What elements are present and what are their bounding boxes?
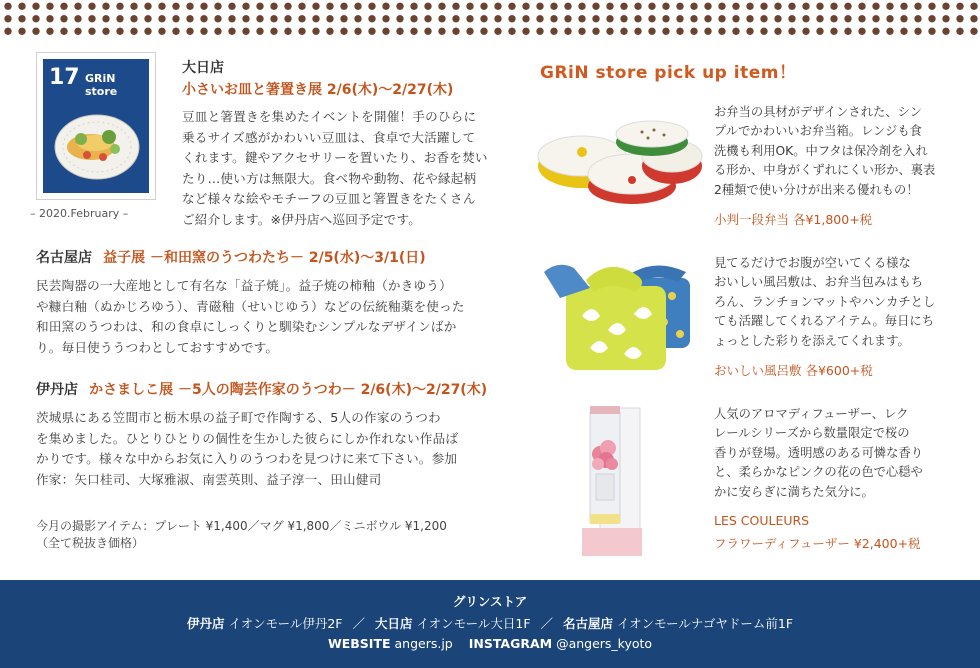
event-store-nagoya: 名古屋店 <box>36 250 92 266</box>
event-description-daiichi <box>182 107 518 231</box>
footer-store-location: イオンモール伊丹2F <box>228 616 343 631</box>
text-line: ろん、ランチョンマットやハンカチとし <box>714 294 936 309</box>
pickup-item-diffuser-description <box>714 405 970 502</box>
event-header-nagoya <box>36 247 426 267</box>
stamp-date: – 2020.February – <box>30 207 129 220</box>
event-description-itami <box>36 408 520 490</box>
event-title-daiichi: 小さいお皿と箸置き展 2/6(木)～2/27(木) <box>182 82 454 98</box>
text-line: 和田窯のうつわは、和の食卓にしっくりと馴染むシンプルなデザインばか <box>36 319 457 335</box>
website-label: WEBSITE <box>327 636 391 651</box>
instagram-label: INSTAGRAM <box>468 636 553 651</box>
photo-item-note <box>36 518 526 552</box>
pickup-item-diffuser-price: フラワーディフューザー ¥2,400+税 <box>714 536 921 551</box>
text-line: など様々な絵やモチーフの豆皿と箸置きをたくさん <box>182 191 476 207</box>
text-line: 人気のアロマディフューザー、レク <box>714 407 909 421</box>
footer-store-name: 大日店 <box>374 616 413 631</box>
plate-illustration <box>51 103 143 185</box>
stamp-brand: GRiN store <box>85 72 118 98</box>
pickup-item-furoshiki-price: おいしい風呂敷 各¥600+税 <box>714 363 873 378</box>
text-line: 2種類で使い分けが出来る優れもの！ <box>714 182 919 197</box>
footer-store-location: イオンモールナゴヤドーム前1F <box>617 616 794 631</box>
text-line: 洗機も利用OK。中フタは保冷剤を入れ <box>714 143 928 158</box>
text-line: お弁当の具材がデザインされた、シン <box>714 105 922 119</box>
text-line: レールシリーズから数量限定で桜の <box>714 426 910 441</box>
text-line: プルでかわいいお弁当箱。レンジも食 <box>714 124 922 139</box>
text-line: る形か、中身がくずれにくい形か、裏表 <box>714 163 936 178</box>
event-title-itami: かさましこ展 －5人の陶芸作家のうつわ－ 2/6(木)～2/27(木) <box>89 382 488 398</box>
text-line: 民芸陶器の一大産地として有名な「益子焼」。益子焼の柿釉（かきゆう） <box>36 278 452 293</box>
event-store-daiichi: 大日店 <box>182 60 224 76</box>
instagram-link[interactable]: @angers_kyoto <box>556 636 653 651</box>
footer-links <box>0 636 980 651</box>
pickup-item-diffuser-brand: LES COULEURS <box>714 513 810 528</box>
text-line: 香りが登場。透明感のある可憐な香り <box>714 445 924 460</box>
footer-separator: ／ <box>352 616 365 631</box>
event-title-nagoya: 益子展 －和田窯のうつわたち－ 2/5(水)～3/1(日) <box>103 250 426 266</box>
note-line: （全て税抜き価格） <box>36 536 145 550</box>
text-line: ご紹介します。※伊丹店へ巡回予定です。 <box>182 211 422 227</box>
stamp-face <box>43 59 149 193</box>
event-description-nagoya <box>36 276 520 358</box>
text-line: と、柔らかなピンクの花の色で心穏や <box>714 465 923 480</box>
bento-box-image <box>534 108 704 208</box>
footer <box>0 580 980 668</box>
text-line: 豆皿と箸置きを集めたイベントを開催！手のひらに <box>182 109 477 124</box>
text-line: ょっとした彩りを添えてくれます。 <box>714 333 910 348</box>
pickup-item-bento-price: 小判一段弁当 各¥1,800+税 <box>714 212 873 227</box>
text-line: ても活躍してくれるアイテム。毎日にち <box>714 314 934 329</box>
pickup-title: GRiN store pick up item！ <box>540 63 797 83</box>
event-header-itami <box>36 379 487 399</box>
furoshiki-image <box>538 258 698 374</box>
footer-store-location: イオンモール大日1F <box>416 616 531 631</box>
footer-store-name: 名古屋店 <box>563 616 614 631</box>
text-line: り。毎日使ううつわとしておすすめです。 <box>36 339 279 355</box>
footer-separator: ／ <box>540 616 554 631</box>
text-line: かりです。様々な中からお気に入りのうつわを見つけに来て下さい。参加 <box>36 451 458 467</box>
text-line: 乗るサイズ感がかわいい豆皿は、食卓で大活躍して <box>182 129 476 145</box>
footer-store-name: 伊丹店 <box>186 616 225 631</box>
dotted-border <box>0 0 980 40</box>
text-line: おいしい風呂敷は、お弁当包みはもち <box>714 275 924 290</box>
website-link[interactable]: angers.jp <box>394 636 453 651</box>
text-line: たり…使い方は無限大。食べ物や動物、花や縁起柄 <box>182 170 477 186</box>
text-line: かに安らぎに満ちた気分に。 <box>714 484 874 499</box>
flower-diffuser-image <box>576 402 656 562</box>
footer-title: グリンストア <box>452 594 528 609</box>
note-line: 今月の撮影アイテム：プレート ¥1,400／マグ ¥1,800／ミニボウル ¥1,200 <box>36 519 447 533</box>
text-line: 茨城県にある笠間市と栃木県の益子町で作陶する、5人の作家のうつわ <box>36 410 441 425</box>
event-store-itami: 伊丹店 <box>36 382 78 398</box>
text-line: や糠白釉（ぬかじろゆう）、青磁釉（せいじゆう）などの伝統釉薬を使った <box>36 298 465 314</box>
footer-stores <box>0 614 980 632</box>
text-line: 見てるだけでお腹が空いてくる様な <box>714 256 911 270</box>
text-line: くれます。鍵やアクセサリーを置いたり、お香を焚い <box>182 150 488 166</box>
text-line: 作家：矢口桂司、大塚雅淑、南雲英則、益子淳一、田山健司 <box>36 471 382 487</box>
stamp-number: 17 <box>49 65 80 90</box>
pickup-item-furoshiki-description <box>714 254 970 351</box>
stamp-illustration <box>36 52 156 200</box>
text-line: を集めました。ひとりひとりの個性を生かした彼らにしか作れない作品ば <box>36 430 459 446</box>
pickup-item-bento-description <box>714 103 970 200</box>
